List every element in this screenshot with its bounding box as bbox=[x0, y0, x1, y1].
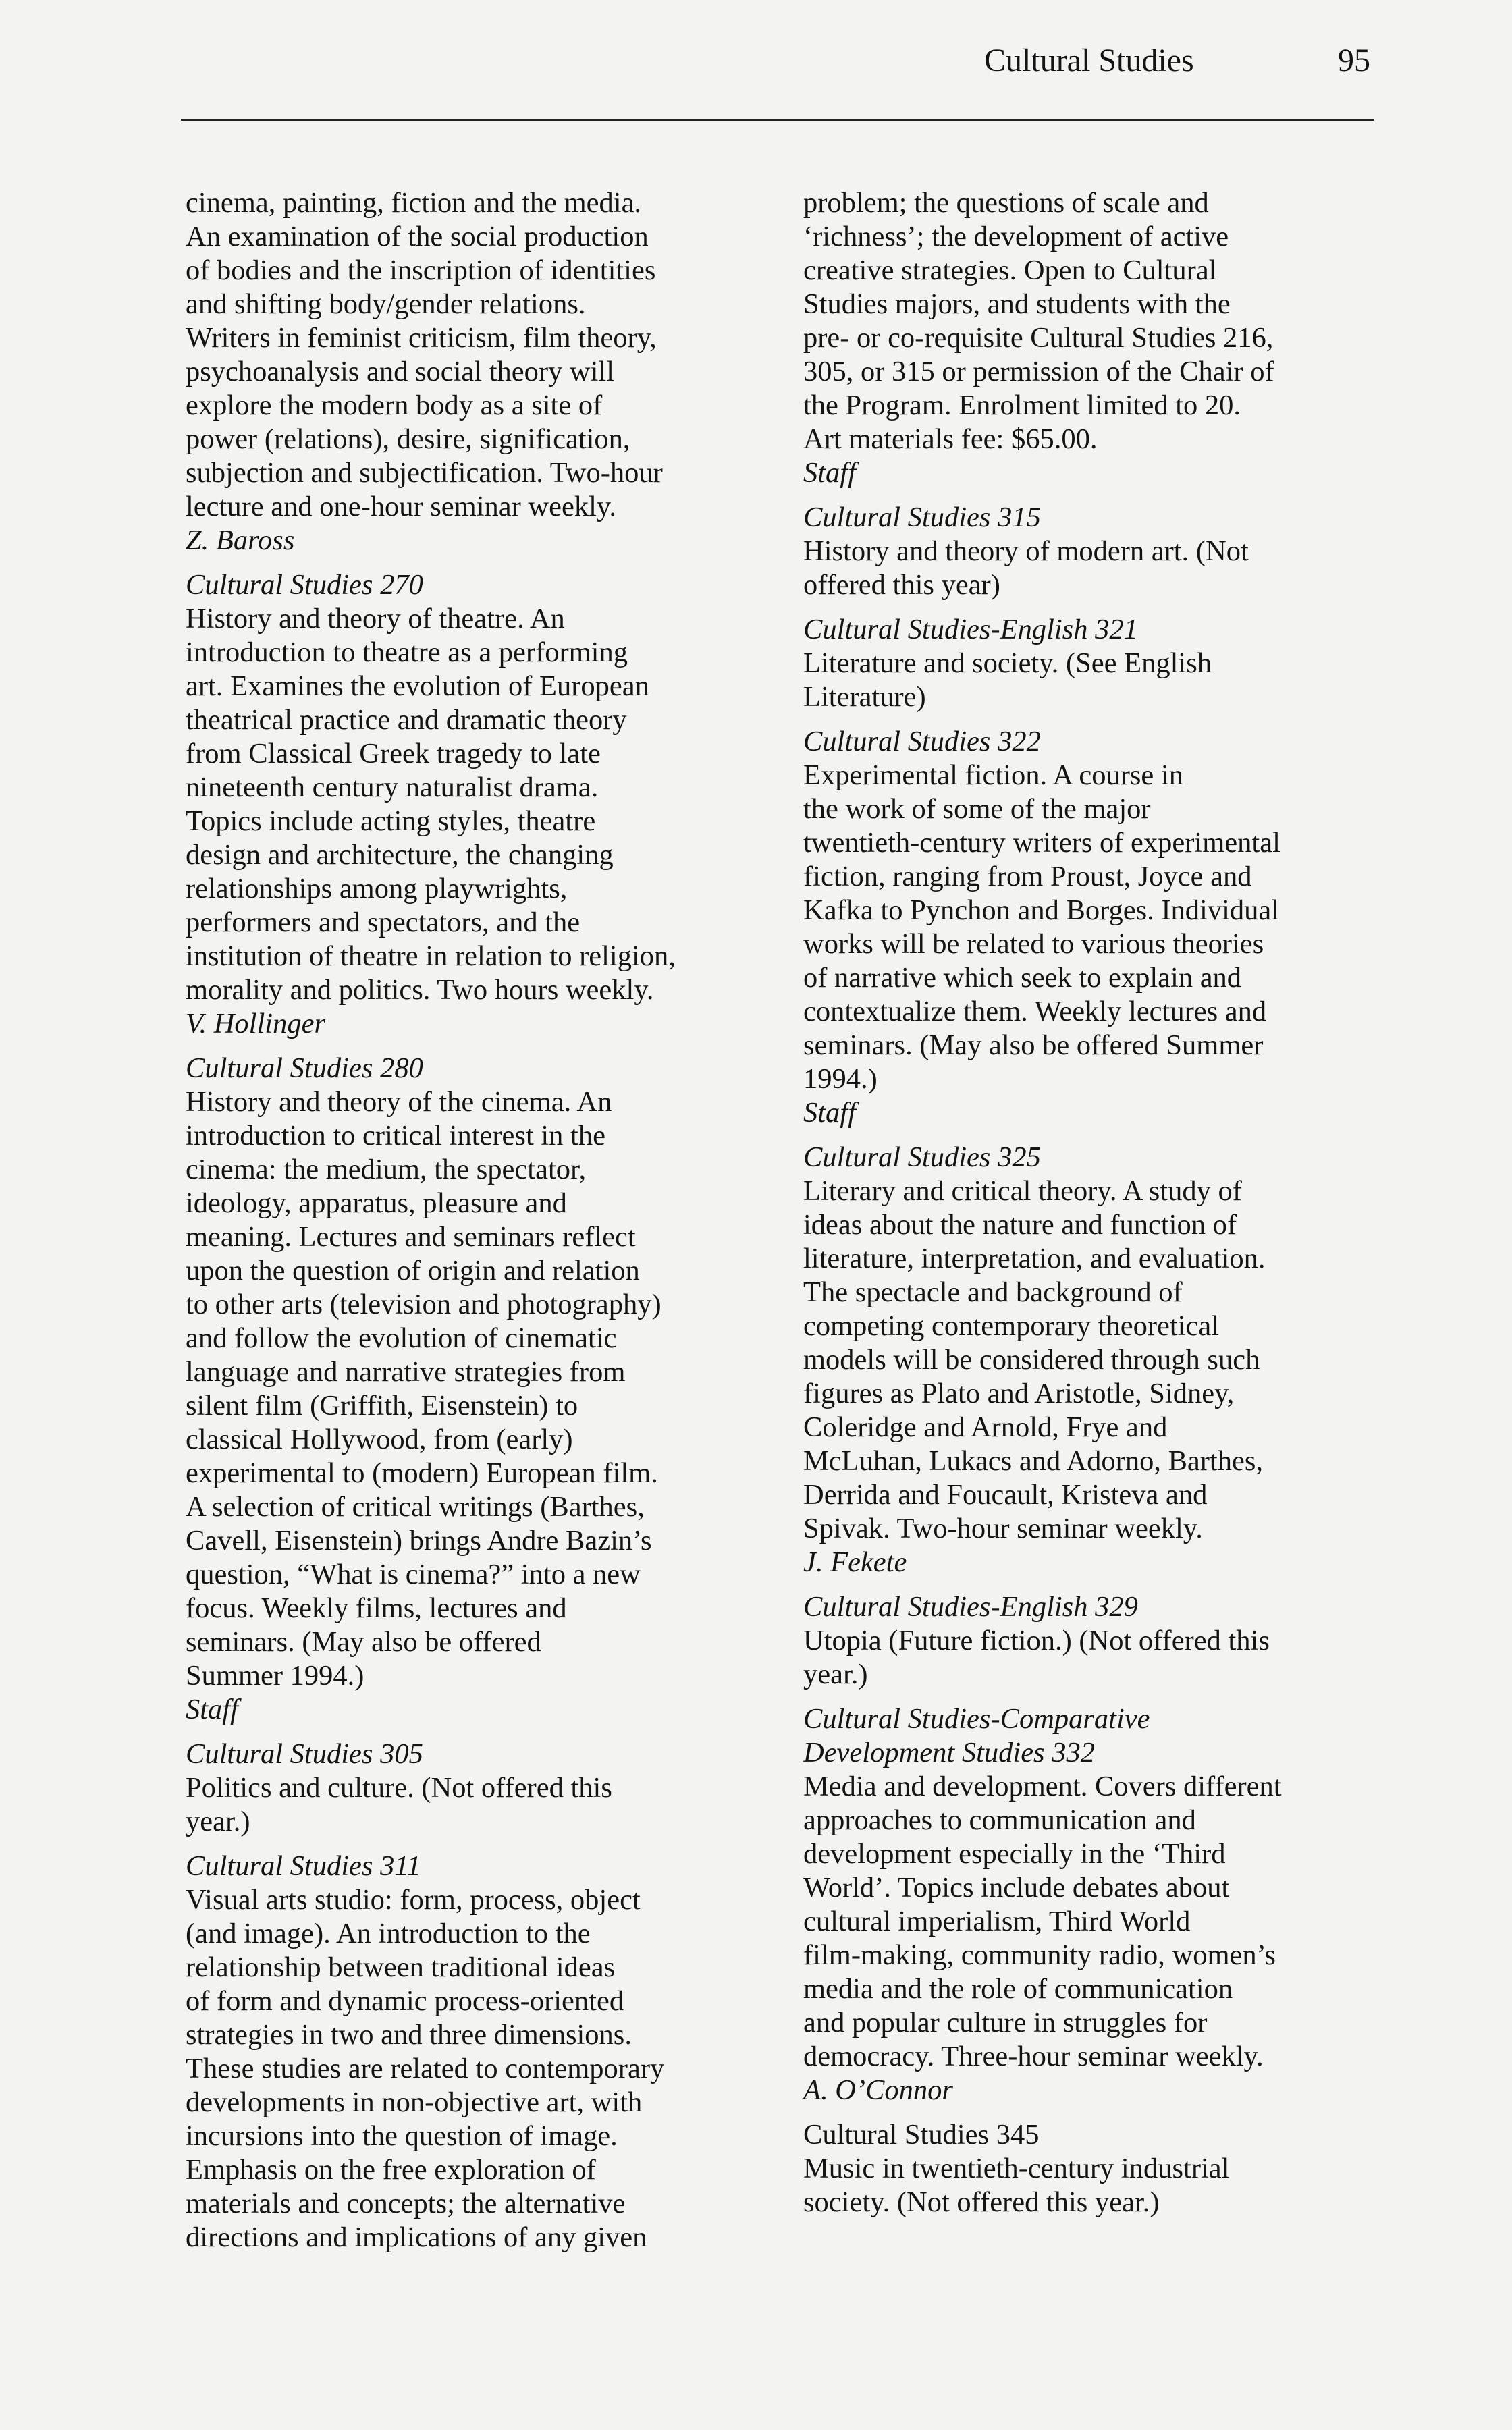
course-description-line: question, “What is cinema?” into a new bbox=[186, 1559, 641, 1590]
course-description-line: strategies in two and three dimensions. bbox=[186, 2019, 632, 2051]
course-description-line: Media and development. Covers different bbox=[803, 1771, 1282, 1802]
course-title: Cultural Studies-English 329 bbox=[803, 1591, 1138, 1623]
course-description-line: ‘richness’; the development of active bbox=[803, 221, 1229, 252]
course-description-line: twentieth-century writers of experimental bbox=[803, 827, 1280, 859]
course-entry bbox=[186, 1052, 780, 1727]
course-description-line: meaning. Lectures and seminars reflect bbox=[186, 1221, 636, 1253]
course-description-line: 1994.) bbox=[803, 1063, 878, 1095]
course-description-line: relationship between traditional ideas bbox=[186, 1951, 616, 1983]
course-description-line: Experimental fiction. A course in bbox=[803, 759, 1183, 791]
course-description-line: Literature and society. (See English bbox=[803, 647, 1212, 679]
course-description-line: pre- or co-requisite Cultural Studies 216, bbox=[803, 322, 1274, 354]
course-description-line: cinema, painting, fiction and the media. bbox=[186, 187, 642, 219]
course-description-line: contextualize them. Weekly lectures and bbox=[803, 996, 1267, 1027]
course-description-line: World’. Topics include debates about bbox=[803, 1872, 1230, 1904]
course-description-line: Topics include acting styles, theatre bbox=[186, 805, 596, 837]
course-description-line: A selection of critical writings (Barthes, bbox=[186, 1491, 645, 1523]
course-entry bbox=[186, 186, 780, 558]
course-entry bbox=[803, 501, 1397, 602]
course-entry bbox=[186, 568, 780, 1041]
course-title: Cultural Studies 280 bbox=[186, 1052, 423, 1084]
course-description-line: design and architecture, the changing bbox=[186, 839, 614, 871]
course-instructor: Staff bbox=[803, 1097, 856, 1129]
left-column bbox=[186, 186, 780, 2265]
course-description-line: materials and concepts; the alternative bbox=[186, 2188, 626, 2219]
course-entry bbox=[803, 725, 1397, 1130]
course-description-line: silent film (Griffith, Eisenstein) to bbox=[186, 1390, 578, 1422]
course-entry bbox=[803, 1141, 1397, 1580]
course-description-line: relationships among playwrights, bbox=[186, 873, 568, 905]
course-entry bbox=[803, 2118, 1397, 2219]
course-description-line: year.) bbox=[803, 1658, 868, 1690]
course-description-line: ideas about the nature and function of bbox=[803, 1209, 1237, 1241]
course-description-line: History and theory of the cinema. An bbox=[186, 1086, 612, 1118]
course-description-line: upon the question of origin and relation bbox=[186, 1255, 640, 1287]
course-description-line: 305, or 315 or permission of the Chair of bbox=[803, 356, 1274, 387]
course-title: Cultural Studies 315 bbox=[803, 502, 1041, 533]
course-description-line: performers and spectators, and the bbox=[186, 907, 580, 938]
course-description-line: Cavell, Eisenstein) brings Andre Bazin’s bbox=[186, 1525, 652, 1557]
course-description-line: seminars. (May also be offered bbox=[186, 1626, 541, 1658]
course-description-line: The spectacle and background of bbox=[803, 1276, 1183, 1308]
course-entry bbox=[803, 186, 1397, 490]
course-title: Cultural Studies-English 321 bbox=[803, 614, 1138, 645]
course-entry bbox=[803, 1590, 1397, 1692]
course-description-line: offered this year) bbox=[803, 569, 1000, 601]
course-description-line: society. (Not offered this year.) bbox=[803, 2186, 1160, 2218]
course-description-line: the Program. Enrolment limited to 20. bbox=[803, 389, 1241, 421]
course-description-line: creative strategies. Open to Cultural bbox=[803, 254, 1217, 286]
course-description-line: These studies are related to contemporary bbox=[186, 2053, 665, 2084]
course-description-line: art. Examines the evolution of European bbox=[186, 670, 649, 702]
course-description-line: Art materials fee: $65.00. bbox=[803, 423, 1098, 455]
course-description-line: the work of some of the major bbox=[803, 793, 1151, 825]
course-description-line: cultural imperialism, Third World bbox=[803, 1906, 1191, 1937]
section-title: Cultural Studies bbox=[984, 43, 1194, 78]
course-description-line: of bodies and the inscription of identities bbox=[186, 254, 656, 286]
course-description-line: institution of theatre in relation to religion, bbox=[186, 940, 676, 972]
course-description-line: explore the modern body as a site of bbox=[186, 389, 603, 421]
course-description-line: introduction to critical interest in the bbox=[186, 1120, 605, 1152]
course-description-line: and shifting body/gender relations. bbox=[186, 288, 586, 320]
course-description-line: models will be considered through such bbox=[803, 1344, 1260, 1376]
course-description-line: nineteenth century naturalist drama. bbox=[186, 772, 599, 803]
course-description-line: An examination of the social production bbox=[186, 221, 649, 252]
course-description-line: directions and implications of any given bbox=[186, 2221, 647, 2253]
course-description-line: psychoanalysis and social theory will bbox=[186, 356, 615, 387]
course-description-line: subjection and subjectification. Two-hour bbox=[186, 457, 663, 489]
running-head bbox=[984, 39, 1370, 82]
page-number: 95 bbox=[1338, 43, 1370, 78]
course-description-line: works will be related to various theories bbox=[803, 928, 1264, 960]
course-description-line: year.) bbox=[186, 1806, 250, 1837]
course-description-line: ideology, apparatus, pleasure and bbox=[186, 1187, 567, 1219]
course-instructor: Staff bbox=[186, 1694, 238, 1725]
course-entry bbox=[186, 1737, 780, 1839]
course-instructor: Z. Baross bbox=[186, 524, 295, 556]
course-description-line: Derrida and Foucault, Kristeva and bbox=[803, 1479, 1208, 1511]
course-entry bbox=[803, 1702, 1397, 2107]
course-title: Cultural Studies 305 bbox=[186, 1738, 423, 1770]
course-description-line: from Classical Greek tragedy to late bbox=[186, 738, 601, 770]
course-description-line: film-making, community radio, women’s bbox=[803, 1939, 1276, 1971]
course-instructor: Staff bbox=[803, 457, 856, 489]
course-description-line: democracy. Three-hour seminar weekly. bbox=[803, 2041, 1264, 2072]
course-description-line: cinema: the medium, the spectator, bbox=[186, 1154, 587, 1185]
course-description-line: Kafka to Pynchon and Borges. Individual bbox=[803, 894, 1280, 926]
course-instructor: J. Fekete bbox=[803, 1546, 907, 1578]
course-description-line: experimental to (modern) European film. bbox=[186, 1457, 658, 1489]
course-description-line: Literature) bbox=[803, 681, 926, 713]
course-description-line: Literary and critical theory. A study of bbox=[803, 1175, 1242, 1207]
course-description-line: literature, interpretation, and evaluation. bbox=[803, 1243, 1266, 1274]
course-description-line: Visual arts studio: form, process, object bbox=[186, 1884, 641, 1916]
course-title: Cultural Studies 311 bbox=[186, 1850, 421, 1882]
course-description-line: Summer 1994.) bbox=[186, 1660, 364, 1692]
course-description-line: focus. Weekly films, lectures and bbox=[186, 1592, 567, 1624]
course-description-line: developments in non-objective art, with bbox=[186, 2086, 643, 2118]
course-description-line: and popular culture in struggles for bbox=[803, 2007, 1208, 2039]
course-description-line: (and image). An introduction to the bbox=[186, 1918, 591, 1949]
course-entry bbox=[186, 1850, 780, 2254]
course-description-line: figures as Plato and Aristotle, Sidney, bbox=[803, 1378, 1235, 1409]
course-description-line: Politics and culture. (Not offered this bbox=[186, 1772, 612, 1804]
course-description-line: power (relations), desire, signification, bbox=[186, 423, 630, 455]
course-entry bbox=[803, 613, 1397, 714]
course-description-line: introduction to theatre as a performing bbox=[186, 637, 628, 668]
course-description-line: Writers in feminist criticism, film theory, bbox=[186, 322, 657, 354]
course-instructor: V. Hollinger bbox=[186, 1008, 326, 1040]
right-column bbox=[803, 186, 1397, 2230]
course-description-line: McLuhan, Lukacs and Adorno, Barthes, bbox=[803, 1445, 1264, 1477]
course-description-line: Utopia (Future fiction.) (Not offered this bbox=[803, 1625, 1270, 1656]
course-description-line: approaches to communication and bbox=[803, 1804, 1196, 1836]
course-description-line: Music in twentieth-century industrial bbox=[803, 2153, 1230, 2184]
course-title: Cultural Studies 325 bbox=[803, 1141, 1041, 1173]
course-description-line: History and theory of theatre. An bbox=[186, 603, 565, 634]
course-description-line: and follow the evolution of cinematic bbox=[186, 1322, 617, 1354]
course-title: Cultural Studies 345 bbox=[803, 2119, 1040, 2151]
course-description-line: theatrical practice and dramatic theory bbox=[186, 704, 627, 736]
course-description-line: morality and politics. Two hours weekly. bbox=[186, 974, 654, 1006]
course-title: Cultural Studies 322 bbox=[803, 726, 1041, 757]
course-description-line: to other arts (television and photography) bbox=[186, 1289, 662, 1320]
course-description-line: seminars. (May also be offered Summer bbox=[803, 1029, 1264, 1061]
course-description-line: Coleridge and Arnold, Frye and bbox=[803, 1411, 1168, 1443]
course-description-line: development especially in the ‘Third bbox=[803, 1838, 1226, 1870]
course-title: Development Studies 332 bbox=[803, 1737, 1095, 1769]
course-description-line: Spivak. Two-hour seminar weekly. bbox=[803, 1513, 1203, 1544]
course-description-line: media and the role of communication bbox=[803, 1973, 1233, 2005]
course-description-line: language and narrative strategies from bbox=[186, 1356, 626, 1388]
course-title: Cultural Studies 270 bbox=[186, 569, 423, 601]
course-description-line: Emphasis on the free exploration of bbox=[186, 2154, 596, 2186]
course-description-line: of form and dynamic process-oriented bbox=[186, 1985, 624, 2017]
course-description-line: classical Hollywood, from (early) bbox=[186, 1424, 573, 1455]
course-instructor: A. O’Connor bbox=[803, 2074, 953, 2106]
course-description-line: competing contemporary theoretical bbox=[803, 1310, 1220, 1342]
course-description-line: problem; the questions of scale and bbox=[803, 187, 1209, 219]
course-description-line: History and theory of modern art. (Not bbox=[803, 535, 1249, 567]
course-title: Cultural Studies-Comparative bbox=[803, 1703, 1150, 1735]
header-rule bbox=[181, 119, 1374, 121]
course-description-line: incursions into the question of image. bbox=[186, 2120, 618, 2152]
course-description-line: lecture and one-hour seminar weekly. bbox=[186, 491, 617, 522]
course-description-line: of narrative which seek to explain and bbox=[803, 962, 1242, 994]
course-description-line: fiction, ranging from Proust, Joyce and bbox=[803, 861, 1252, 892]
course-description-line: Studies majors, and students with the bbox=[803, 288, 1231, 320]
